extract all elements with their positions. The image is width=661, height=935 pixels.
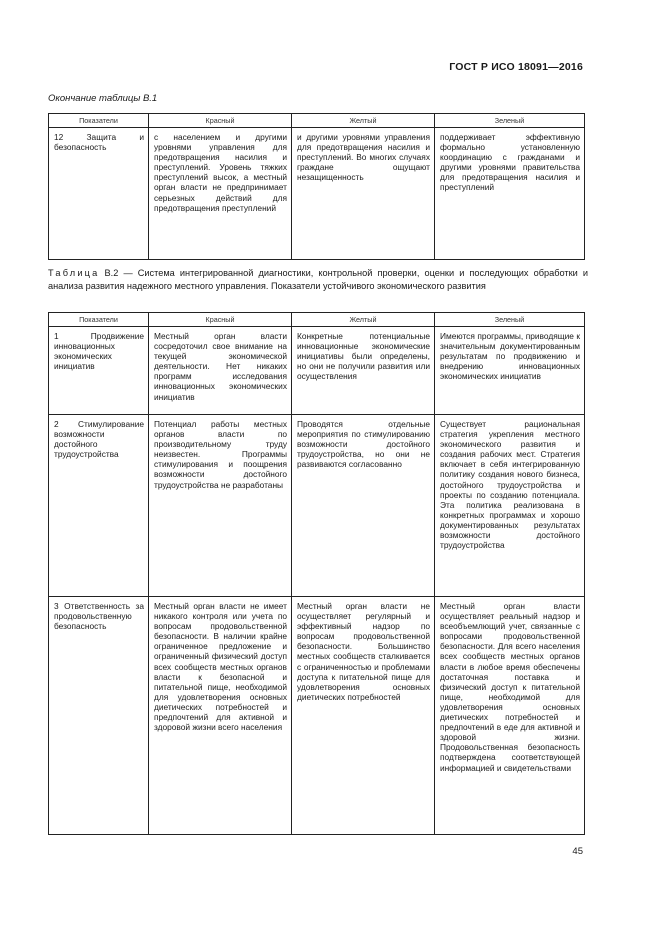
green-cell: Местный орган власти осуществляет реальный надзор и всеобъемлющий учет, связанные с вопросами продовольственной безопасности. Для всего населения всех сообществ местных органов власти в любое время обеспечены достаточная поставка и физический доступ к питательной пище, необходимой для удовлетворения основных диетических потребностей и предпочтений в еде для активной и здоровой жизни. Продовольственная безопасность подтверждена соответствующей информацией и свидетельствами	[435, 597, 585, 835]
table-row	[49, 597, 585, 835]
column-header-red: Красный	[149, 114, 292, 128]
indicator-cell: 3 Ответственность за продовольственную безопасность	[49, 597, 149, 835]
table2	[48, 312, 585, 835]
yellow-cell: Конкретные потенциальные инновационные экономические инициативы были определены, но они не получили развития или осуществления	[292, 327, 435, 415]
column-header-green: Зеленый	[435, 114, 585, 128]
red-cell: Местный орган власти не имеет никакого контроля или учета по вопросам продовольственной безопасности. В наличии крайне ограниченное предложение и ограниченный физический доступ всех сообществ местных органов власти к безопасной и питательной пище, необходимой для удовлетворения основных диетических потребностей и предпочтений для активной и здоровой жизни всего населения	[149, 597, 292, 835]
indicator-cell: 12 Защита и безопасность	[49, 128, 149, 260]
yellow-cell: и другими уровнями управления для предотвращения насилия и преступлений. Во многих случаях граждане ощущают незащищенность	[292, 128, 435, 260]
green-cell: Существует рациональная стратегия укрепления местного экономического развития и создания рабочих мест. Стратегия включает в себя интегрированную политику создания нового бизнеса, достойного трудоустройства и проекты по созданию потенциала. Эта политика реализована в конкретных программах и хорошо документированных результатах возможности достойного трудоустройства	[435, 415, 585, 597]
page-number: 45	[572, 846, 583, 857]
column-header-red: Красный	[149, 313, 292, 327]
yellow-cell: Проводятся отдельные мероприятия по стимулированию возможности достойного трудоустройства, но они не развиваются согласованно	[292, 415, 435, 597]
document-standard-header: ГОСТ Р ИСО 18091—2016	[449, 61, 583, 73]
table2-title-text: В.2 — Система интегрированной диагностики, контрольной проверки, оценки и последующих обработки и анализа развития надежного местного управления. Показатели устойчивого экономического развития	[48, 268, 588, 291]
green-cell: поддерживает эффективную формально установленную координацию с гражданами и другими уровнями правительства для предотвращения насилия и преступлений	[435, 128, 585, 260]
column-header-yellow: Желтый	[292, 114, 435, 128]
column-header-indicator: Показатели	[49, 313, 149, 327]
indicator-cell: 1 Продвижение инновационных экономических инициатив	[49, 327, 149, 415]
table2-title-label: Таблица	[48, 268, 100, 278]
table1-header-row	[49, 114, 585, 128]
table2-header-row	[49, 313, 585, 327]
red-cell: Местный орган власти сосредоточил свое внимание на текущей экономической деятельности. Нет никаких программ исследования инновационных экономических инициатив	[149, 327, 292, 415]
table1-caption: Окончание таблицы В.1	[48, 93, 158, 104]
red-cell: Потенциал работы местных органов власти по производительному труду неизвестен. Программы стимулирования и поощрения возможности достойного трудоустройства не разработаны	[149, 415, 292, 597]
indicator-cell: 2 Стимулирование возможности достойного трудоустройства	[49, 415, 149, 597]
table-row	[49, 128, 585, 260]
table-row	[49, 415, 585, 597]
yellow-cell: Местный орган власти не осуществляет регулярный и эффективный надзор по вопросам продовольственной безопасности. Большинство местных сообществ сталкивается с ограниченностью и проблемами доступа к питательной пище для удовлетворения основных диетических потребностей	[292, 597, 435, 835]
column-header-yellow: Желтый	[292, 313, 435, 327]
green-cell: Имеются программы, приводящие к значительным документированным результатам по продвижению и внедрению инновационных экономических инициатив	[435, 327, 585, 415]
red-cell: с населением и другими уровнями управления для предотвращения насилия и преступлений. Уровень тяжких преступлений высок, а местный орган власти не предпринимает серьезных действий для предотвращения преступлений	[149, 128, 292, 260]
table-row	[49, 327, 585, 415]
column-header-green: Зеленый	[435, 313, 585, 327]
column-header-indicator: Показатели	[49, 114, 149, 128]
table2-title	[48, 267, 588, 292]
table1	[48, 113, 585, 260]
